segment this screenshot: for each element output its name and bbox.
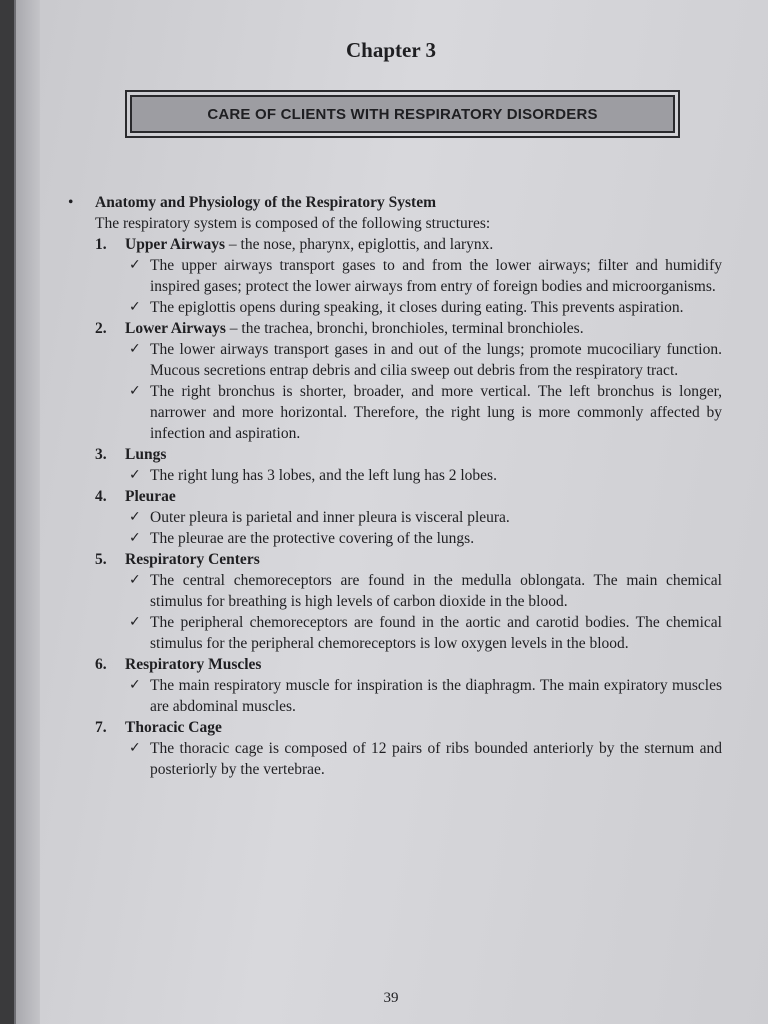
page-content <box>62 192 722 780</box>
item-title: Thoracic Cage <box>125 719 222 736</box>
page-number: 39 <box>383 990 399 1006</box>
check-point <box>62 570 722 612</box>
list-item <box>62 717 722 738</box>
list-item <box>62 318 722 339</box>
check-point-text: The pleurae are the protective covering of the lungs. <box>150 530 475 547</box>
item-title: Pleurae <box>125 488 176 505</box>
checkmark-icon: ✓ <box>129 677 141 693</box>
checkmark-icon: ✓ <box>129 383 141 399</box>
checkmark-icon: ✓ <box>129 341 141 357</box>
list-item <box>62 549 722 570</box>
check-point-text: The upper airways transport gases to and from the lower airways; filter and humidify inspired gases; protect the lower airways from entry of foreign bodies and microorganisms. <box>150 257 722 295</box>
check-point <box>62 507 722 528</box>
checkmark-icon: ✓ <box>129 257 141 273</box>
chapter-title-banner <box>125 90 680 138</box>
check-point-text: The epiglottis opens during speaking, it closes during eating. This prevents aspiration. <box>150 299 684 316</box>
section-heading-text: Anatomy and Physiology of the Respiratory System <box>95 194 436 211</box>
item-number: 4. <box>95 488 107 505</box>
check-point <box>62 255 722 297</box>
page-edge <box>14 0 40 1024</box>
section-heading <box>62 192 722 213</box>
check-point-text: The right bronchus is shorter, broader, and more vertical. The left bronchus is longer, narrower and more horizontal. Therefore, the right lung is more commonly affected by infection and aspiration. <box>150 383 722 442</box>
check-point <box>62 675 722 717</box>
check-point <box>62 612 722 654</box>
check-point-text: The central chemoreceptors are found in the medulla oblongata. The main chemical stimulus for breathing is high levels of carbon dioxide in the blood. <box>150 572 722 610</box>
checkmark-icon: ✓ <box>129 572 141 588</box>
item-number: 5. <box>95 551 107 568</box>
structure-list <box>62 234 722 780</box>
check-point-text: Outer pleura is parietal and inner pleura is visceral pleura. <box>150 509 510 526</box>
chapter-heading: Chapter 3 <box>345 38 437 62</box>
check-point-text: The thoracic cage is composed of 12 pairs of ribs bounded anteriorly by the sternum and posteriorly by the vertebrae. <box>150 740 722 778</box>
check-point <box>62 339 722 381</box>
check-point <box>62 381 722 444</box>
item-number: 3. <box>95 446 107 463</box>
checkmark-icon: ✓ <box>129 614 141 630</box>
item-title: Lower Airways <box>125 320 226 337</box>
checkmark-icon: ✓ <box>129 740 141 756</box>
item-title: Respiratory Centers <box>125 551 260 568</box>
checkmark-icon: ✓ <box>129 509 141 525</box>
item-title: Respiratory Muscles <box>125 656 262 673</box>
item-title: Lungs <box>125 446 167 463</box>
list-item <box>62 234 722 255</box>
checkmark-icon: ✓ <box>129 530 141 546</box>
item-title: Upper Airways <box>125 236 226 253</box>
check-point-text: The peripheral chemoreceptors are found in the aortic and carotid bodies. The chemical stimulus for the peripheral chemoreceptors is low oxygen levels in the blood. <box>150 614 722 652</box>
item-description: – the trachea, bronchi, bronchioles, terminal bronchioles. <box>225 320 584 337</box>
item-number: 2. <box>95 320 107 337</box>
checkmark-icon: ✓ <box>129 299 141 315</box>
check-point <box>62 738 722 780</box>
section-intro: The respiratory system is composed of the following structures: <box>95 215 491 232</box>
list-item <box>62 486 722 507</box>
item-number: 6. <box>95 656 107 673</box>
list-item <box>62 444 722 465</box>
check-point-text: The main respiratory muscle for inspiration is the diaphragm. The main expiratory muscles are abdominal muscles. <box>150 677 722 715</box>
checkmark-icon: ✓ <box>129 467 141 483</box>
check-point <box>62 528 722 549</box>
check-point <box>62 465 722 486</box>
check-point-text: The lower airways transport gases in and out of the lungs; promote mucociliary function. Mucous secretions entrap debris and cilia sweep out debris from the respiratory tract. <box>150 341 722 379</box>
book-page <box>14 0 768 1024</box>
check-point-text: The right lung has 3 lobes, and the left lung has 2 lobes. <box>150 467 497 484</box>
check-point <box>62 297 722 318</box>
chapter-title: CARE OF CLIENTS WITH RESPIRATORY DISORDERS <box>130 95 675 133</box>
item-number: 7. <box>95 719 107 736</box>
list-item <box>62 654 722 675</box>
item-number: 1. <box>95 236 107 253</box>
bullet-icon: • <box>68 194 74 211</box>
item-description: – the nose, pharynx, epiglottis, and larynx. <box>225 236 494 253</box>
